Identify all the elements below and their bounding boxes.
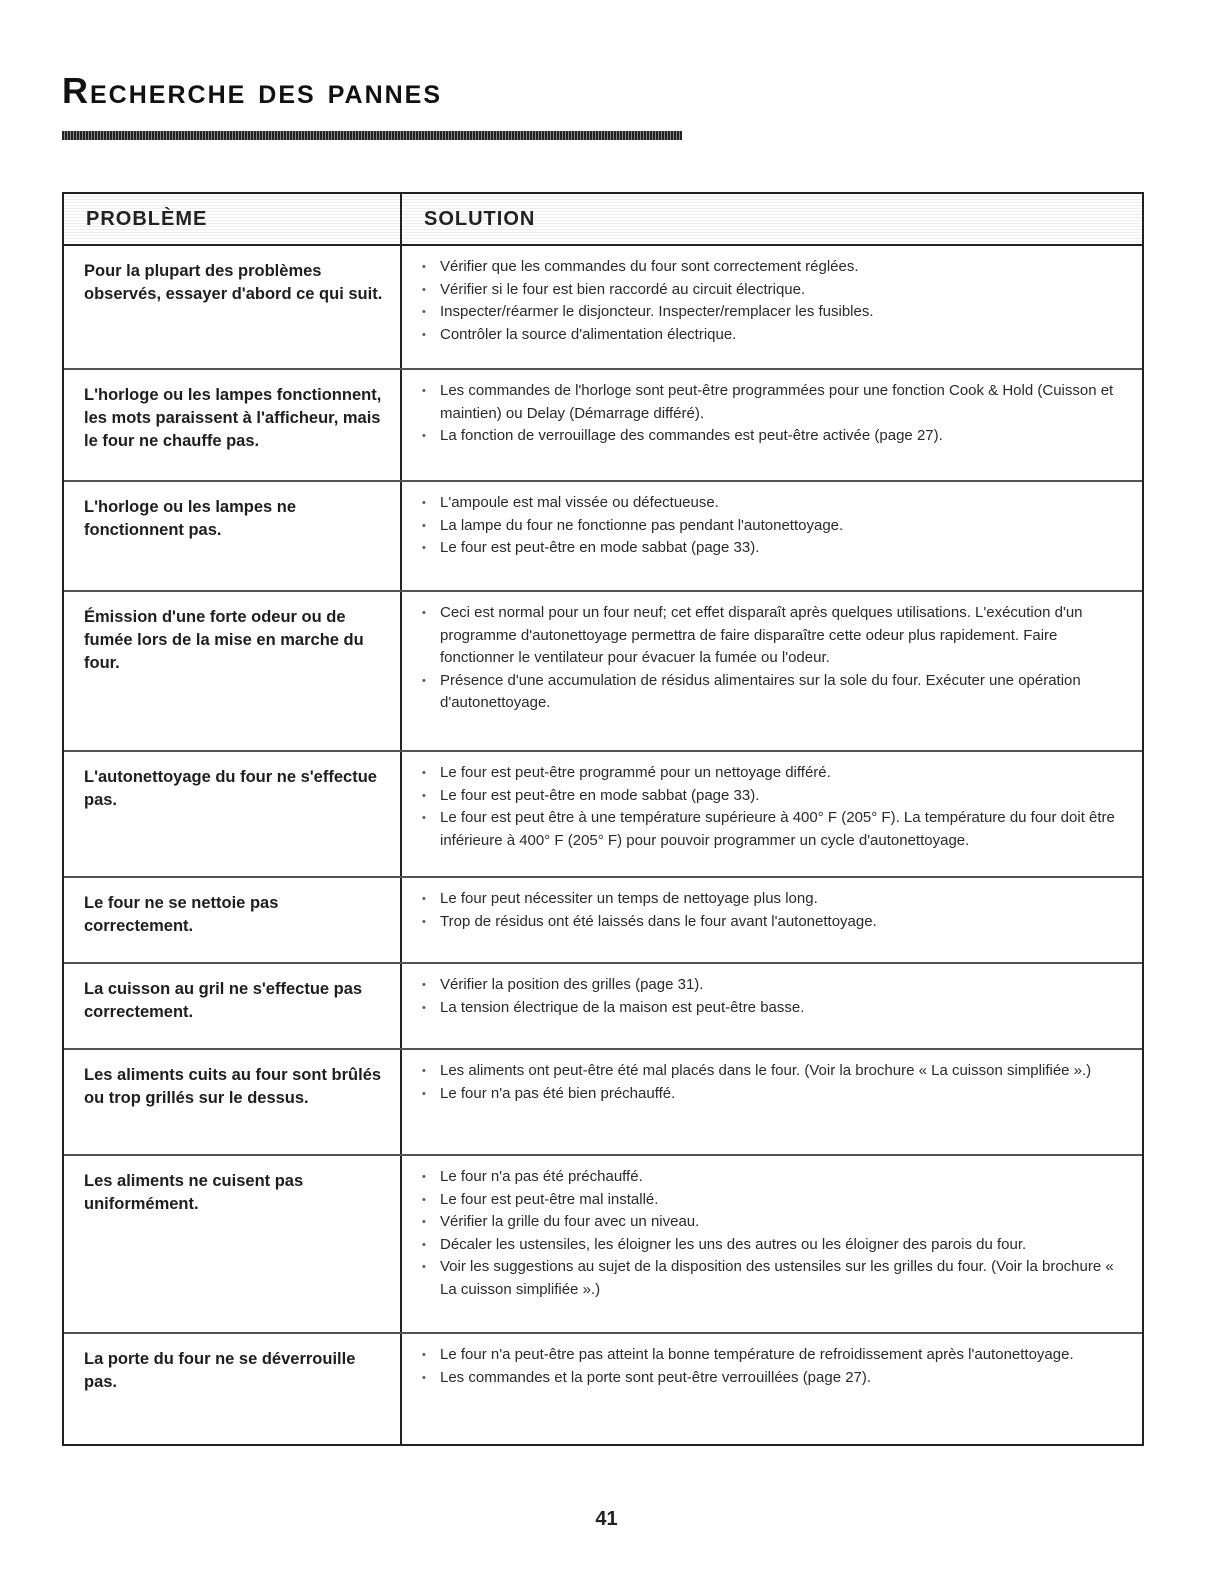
solution-item: • Le four n'a pas été préchauffé.	[422, 1166, 1128, 1189]
problem-cell: La cuisson au gril ne s'effectue pas correctement.	[64, 964, 402, 1048]
solution-list	[422, 256, 1128, 346]
solution-item: • La lampe du four ne fonctionne pas pendant l'autonettoyage.	[422, 515, 1128, 538]
table-row	[64, 878, 1142, 964]
solution-item: • Vérifier si le four est bien raccordé au circuit électrique.	[422, 279, 1128, 302]
solution-item: • L'ampoule est mal vissée ou défectueuse.	[422, 492, 1128, 515]
table-row	[64, 482, 1142, 592]
table-row	[64, 1156, 1142, 1334]
solution-cell	[402, 964, 1142, 1048]
title-underline	[62, 131, 682, 140]
solution-cell	[402, 1050, 1142, 1154]
problem-cell: Les aliments ne cuisent pas uniformément.	[64, 1156, 402, 1332]
solution-list	[422, 1166, 1128, 1301]
solution-list	[422, 1060, 1128, 1105]
table-row	[64, 752, 1142, 878]
troubleshooting-table	[62, 192, 1144, 1446]
solution-item: • Les commandes de l'horloge sont peut-être programmées pour une fonction Cook & Hold (Cuisson et maintien) ou Delay (Démarrage différé).	[422, 380, 1128, 425]
solution-item: • Le four peut nécessiter un temps de nettoyage plus long.	[422, 888, 1128, 911]
table-row	[64, 1050, 1142, 1156]
solution-item: • Présence d'une accumulation de résidus alimentaires sur la sole du four. Exécuter une opération d'autonettoyage.	[422, 670, 1128, 715]
solution-cell	[402, 246, 1142, 368]
solution-item: • Le four est peut être à une température supérieure à 400° F (205° F). La température du four doit être inférieure à 400° F (205° F) pour pouvoir programmer un cycle d'autonettoyage.	[422, 807, 1128, 852]
problem-cell: Émission d'une forte odeur ou de fumée lors de la mise en marche du four.	[64, 592, 402, 750]
table-row	[64, 592, 1142, 752]
solution-cell	[402, 1156, 1142, 1332]
solution-list	[422, 492, 1128, 560]
solution-list	[422, 380, 1128, 448]
problem-cell: L'autonettoyage du four ne s'effectue pas.	[64, 752, 402, 876]
table-body	[64, 246, 1142, 1444]
solution-item: • Le four est peut-être programmé pour un nettoyage différé.	[422, 762, 1128, 785]
table-row	[64, 370, 1142, 482]
solution-cell	[402, 1334, 1142, 1444]
solution-cell	[402, 752, 1142, 876]
solution-item: • Voir les suggestions au sujet de la disposition des ustensiles sur les grilles du four. (Voir la brochure « La cuisson simplifiée ».)	[422, 1256, 1128, 1301]
solution-item: • Le four n'a peut-être pas atteint la bonne température de refroidissement après l'autonettoyage.	[422, 1344, 1128, 1367]
solution-item: • Trop de résidus ont été laissés dans le four avant l'autonettoyage.	[422, 911, 1128, 934]
solution-item: • Inspecter/réarmer le disjoncteur. Inspecter/remplacer les fusibles.	[422, 301, 1128, 324]
solution-cell	[402, 878, 1142, 962]
solution-list	[422, 762, 1128, 852]
solution-list	[422, 1344, 1128, 1389]
solution-list	[422, 602, 1128, 715]
table-row	[64, 964, 1142, 1050]
solution-item: • Le four est peut-être mal installé.	[422, 1189, 1128, 1212]
solution-item: • Vérifier que les commandes du four sont correctement réglées.	[422, 256, 1128, 279]
solution-list	[422, 888, 1128, 933]
solution-cell	[402, 482, 1142, 590]
solution-item: • Vérifier la grille du four avec un niveau.	[422, 1211, 1128, 1234]
table-header	[64, 194, 1142, 246]
page-number: 41	[595, 1508, 618, 1530]
problem-column-header: PROBLÈME	[64, 194, 402, 244]
page-title: Recherche des pannes	[62, 70, 443, 111]
solution-item: • Le four est peut-être en mode sabbat (page 33).	[422, 785, 1128, 808]
solution-item: • Les commandes et la porte sont peut-être verrouillées (page 27).	[422, 1367, 1128, 1390]
solution-item: • Vérifier la position des grilles (page 31).	[422, 974, 1128, 997]
solution-item: • Le four est peut-être en mode sabbat (page 33).	[422, 537, 1128, 560]
problem-cell: L'horloge ou les lampes ne fonctionnent pas.	[64, 482, 402, 590]
table-row	[64, 246, 1142, 370]
solution-cell	[402, 592, 1142, 750]
solution-item: • La fonction de verrouillage des commandes est peut-être activée (page 27).	[422, 425, 1128, 448]
problem-cell: Le four ne se nettoie pas correctement.	[64, 878, 402, 962]
solution-item: • La tension électrique de la maison est peut-être basse.	[422, 997, 1128, 1020]
solution-item: • Décaler les ustensiles, les éloigner les uns des autres ou les éloigner des parois du four.	[422, 1234, 1128, 1257]
solution-item: • Contrôler la source d'alimentation électrique.	[422, 324, 1128, 347]
solution-list	[422, 974, 1128, 1019]
solution-cell	[402, 370, 1142, 480]
solution-item: • Ceci est normal pour un four neuf; cet effet disparaît après quelques utilisations. L'exécution d'un programme d'autonettoyage permettra de faire disparaître cette odeur plus rapidement. Faire fonctionner le ventilateur pour évacuer la fumée ou l'odeur.	[422, 602, 1128, 670]
solution-column-header: SOLUTION	[424, 208, 536, 230]
problem-cell: Les aliments cuits au four sont brûlés ou trop grillés sur le dessus.	[64, 1050, 402, 1154]
solution-item: • Le four n'a pas été bien préchauffé.	[422, 1083, 1128, 1106]
problem-cell: La porte du four ne se déverrouille pas.	[64, 1334, 402, 1444]
solution-item: • Les aliments ont peut-être été mal placés dans le four. (Voir la brochure « La cuisson simplifiée ».)	[422, 1060, 1128, 1083]
table-row	[64, 1334, 1142, 1444]
problem-cell: L'horloge ou les lampes fonctionnent, les mots paraissent à l'afficheur, mais le four ne chauffe pas.	[64, 370, 402, 480]
problem-cell: Pour la plupart des problèmes observés, essayer d'abord ce qui suit.	[64, 246, 402, 368]
